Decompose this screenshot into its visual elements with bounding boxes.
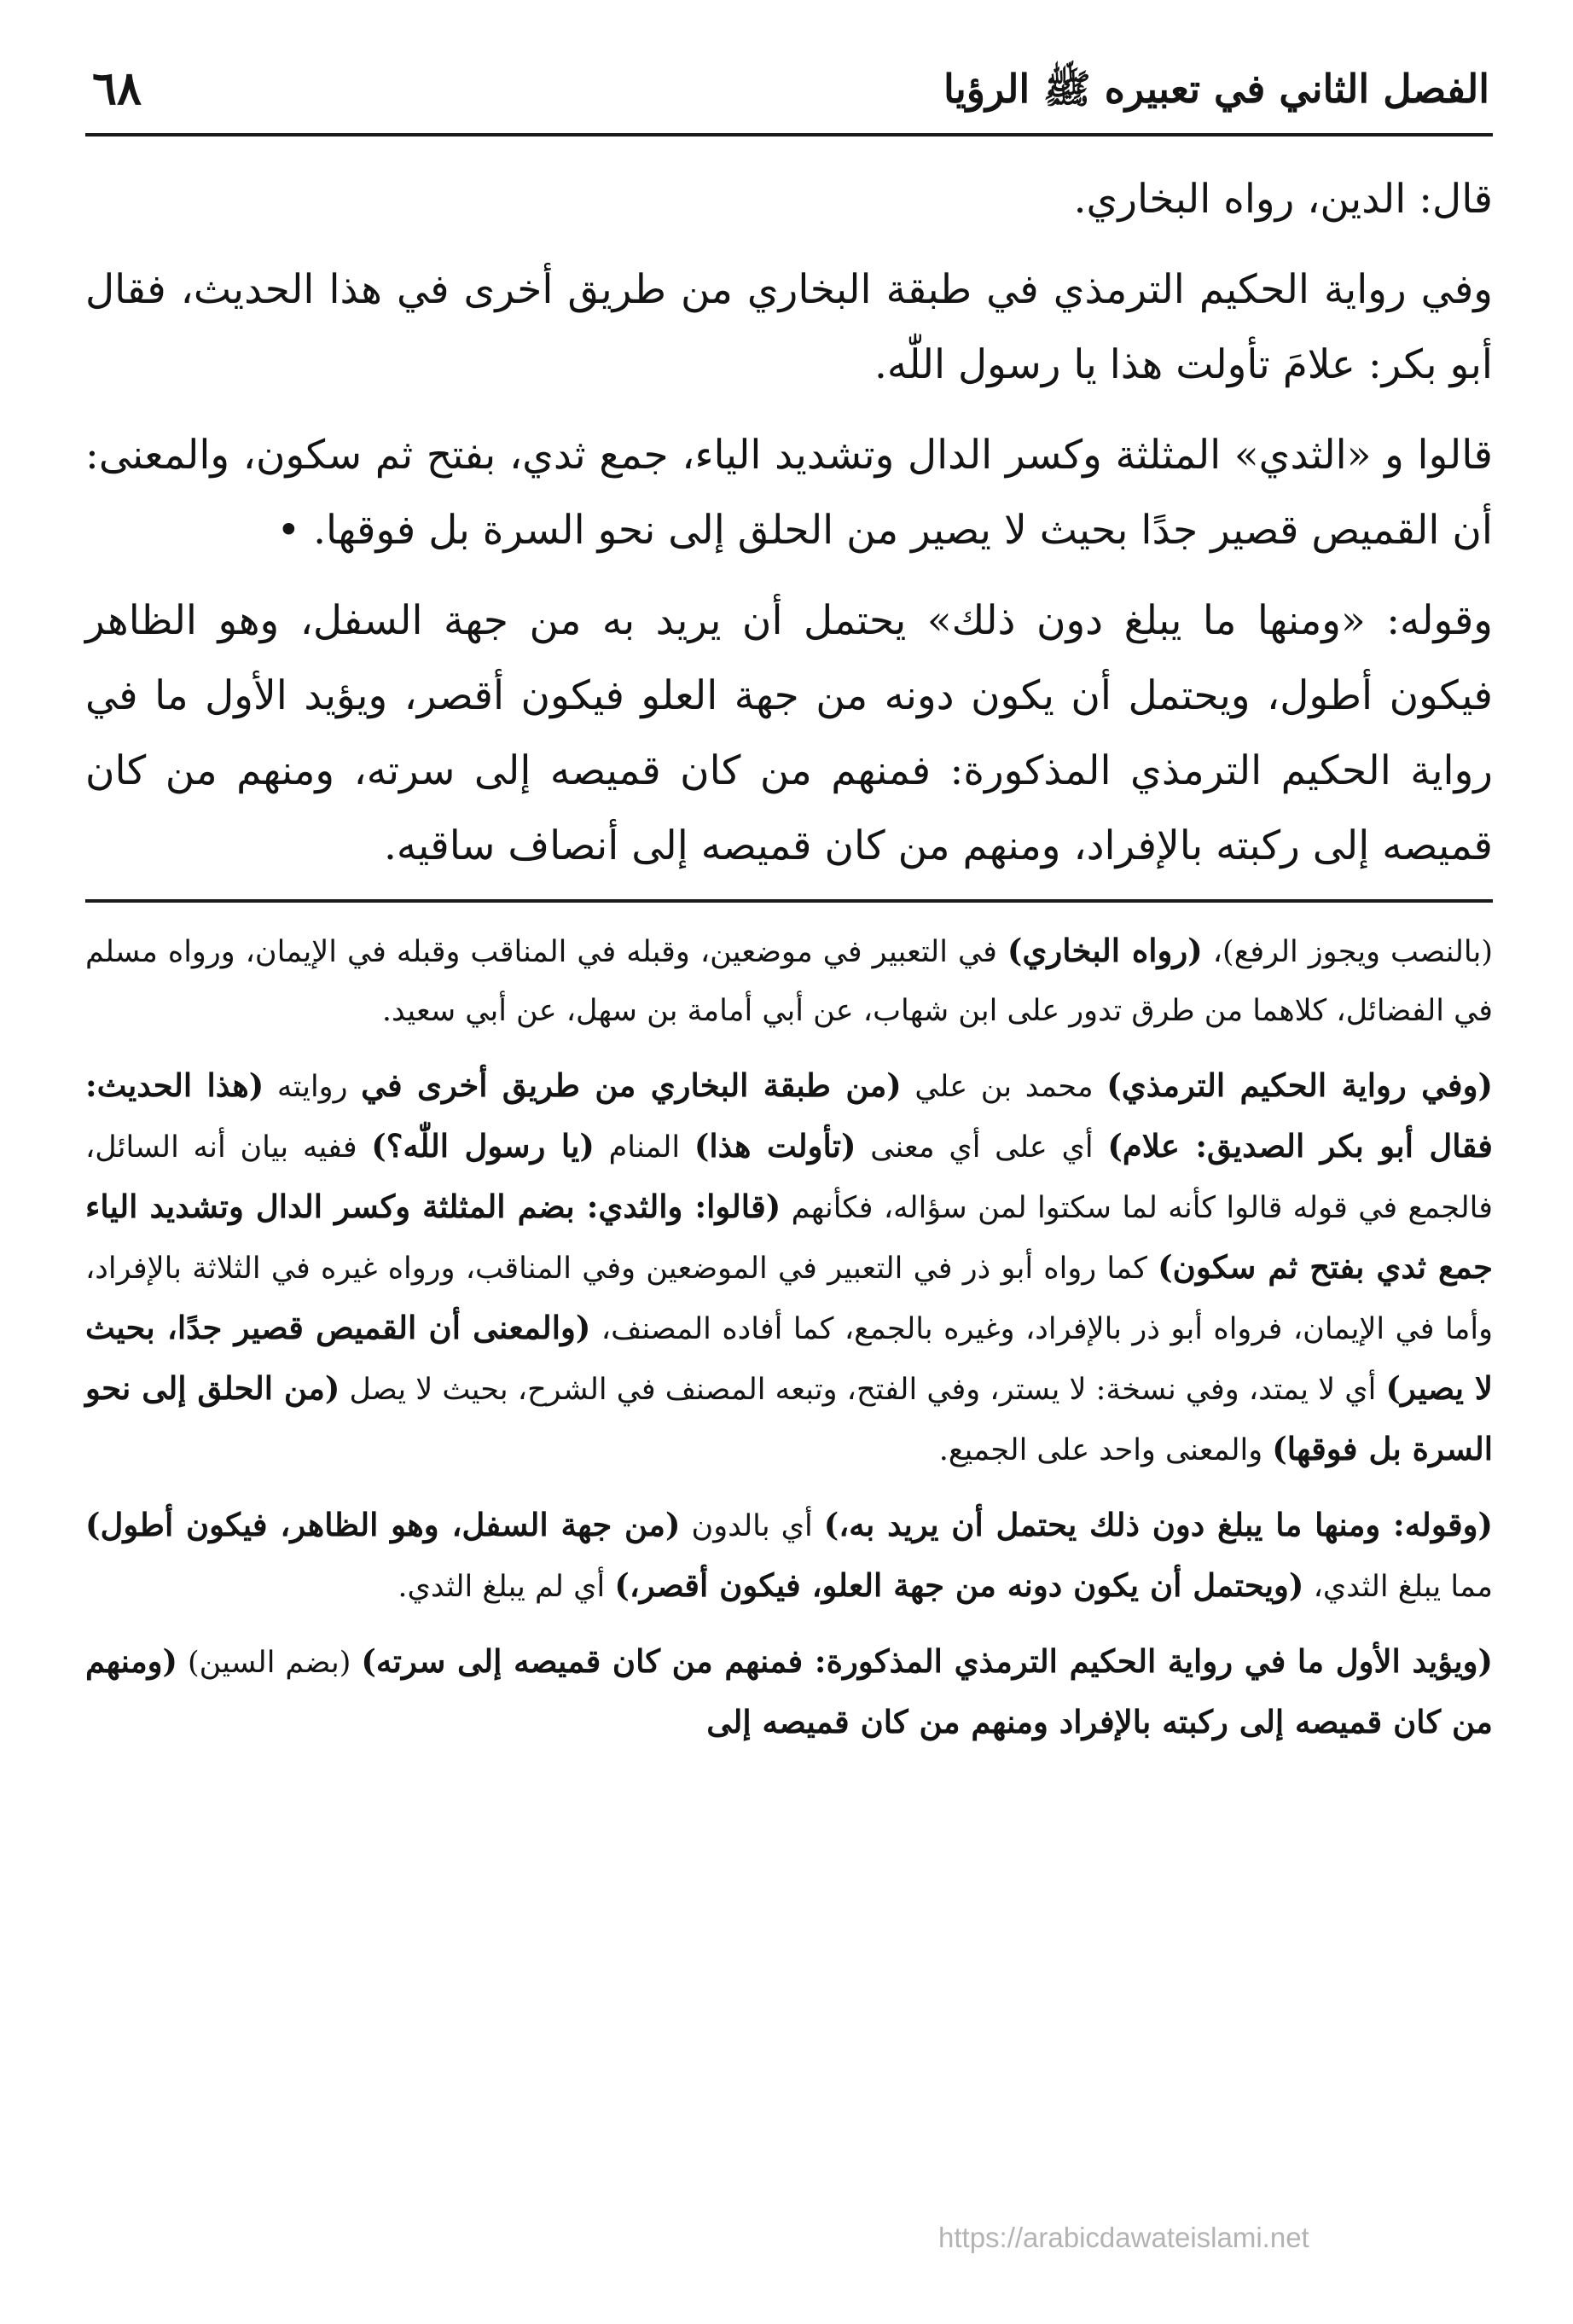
commentary-text: مما يبلغ الثدي، bbox=[1303, 1570, 1493, 1604]
commentary-text: والمعنى واحد على الجميع. bbox=[938, 1433, 1273, 1467]
commentary-text: محمد بن علي bbox=[901, 1070, 1107, 1104]
website-watermark: https://arabicdawateislami.net bbox=[938, 2222, 1309, 2253]
commentary-paragraph bbox=[85, 1056, 1493, 1480]
commentary-separator bbox=[85, 899, 1493, 903]
quoted-phrase: (هذا الحديث: فقال أبو بكر الصديق: علام) bbox=[85, 1066, 1493, 1165]
commentary-text: أي بالدون bbox=[680, 1509, 824, 1543]
quoted-phrase: (وفي رواية الحكيم الترمذي) bbox=[1106, 1066, 1493, 1104]
commentary-text: كما رواه أبو ذر في التعبير في الموضعين وفي المناقب، ورواه غيره في الثلاثة بالإفراد، وأما في الإيمان، فرواه أبو ذر بالإفراد، وغيره بالجمع، كما أفاده المصنف، bbox=[85, 1252, 1493, 1346]
quoted-phrase: (ويؤيد الأول ما في رواية الحكيم الترمذي المذكورة: فمنهم من كان قميصه إلى سرته) bbox=[361, 1642, 1494, 1680]
main-paragraph: وقوله: «ومنها ما يبلغ دون ذلك» يحتمل أن يريد به من جهة السفل، وهو الظاهر فيكون أطول، ويحتمل أن يكون دونه من جهة العلو فيكون أقصر، ويؤيد الأول ما في رواية الحكيم الترمذي المذكورة: فمنهم من كان قميصه إلى سرته، ومنهم من كان قميصه إلى ركبته بالإفراد، ومنهم من كان قميصه إلى أنصاف ساقيه. bbox=[85, 597, 1493, 869]
quoted-phrase: (والمعنى أن القميص قصير جدًا، بحيث لا يصير) bbox=[85, 1309, 1493, 1407]
page-number: ٦٨ bbox=[92, 61, 142, 115]
main-paragraph: قال: الدين، رواه البخاري. bbox=[1073, 176, 1493, 223]
quoted-phrase: (من طبقة البخاري من طريق أخرى في bbox=[361, 1066, 902, 1104]
commentary-text: أي لم يبلغ الثدي. bbox=[398, 1570, 615, 1604]
commentary-paragraph bbox=[85, 1632, 1493, 1753]
book-page bbox=[85, 51, 1493, 2286]
commentary-text: أي على أي معنى bbox=[856, 1130, 1108, 1165]
commentary-text: روايته bbox=[264, 1070, 362, 1104]
commentary-text: ففيه بيان أنه السائل، فالجمع في قوله قالوا كأنه لما سكتوا لمن سؤاله، فكأنهم bbox=[85, 1130, 1494, 1225]
commentary bbox=[85, 921, 1493, 1753]
page-header bbox=[85, 51, 1493, 137]
quoted-phrase: (ويحتمل أن يكون دونه من جهة العلو، فيكون أقصر،) bbox=[614, 1566, 1304, 1604]
main-paragraph: قالوا و «الثدي» المثلثة وكسر الدال وتشديد الياء، جمع ثدي، بفتح ثم سكون، والمعنى: أن القميص قصير جدًا بحيث لا يصير من الحلق إلى نحو السرة بل فوقها. • bbox=[85, 432, 1493, 554]
commentary-paragraph bbox=[85, 921, 1493, 1041]
quoted-phrase: (رواه البخاري) bbox=[1007, 932, 1203, 969]
main-paragraph: وفي رواية الحكيم الترمذي في طبقة البخاري من طريق أخرى في هذا الحديث، فقال أبو بكر: علامَ تأولت هذا يا رسول اللّٰه. bbox=[85, 266, 1493, 388]
commentary-paragraph bbox=[85, 1496, 1493, 1617]
quoted-phrase: (وقوله: ومنها ما يبلغ دون ذلك يحتمل أن يريد به،) bbox=[823, 1506, 1493, 1543]
quoted-phrase: (تأولت هذا) bbox=[694, 1127, 856, 1165]
commentary-text: (بالنصب ويجوز الرفع)، bbox=[1202, 935, 1493, 969]
quoted-phrase: (قالوا: والثدي: بضم المثلثة وكسر الدال وتشديد الياء جمع ثدي بفتح ثم سكون) bbox=[85, 1188, 1493, 1286]
commentary-text: (بضم السين) bbox=[177, 1646, 362, 1680]
quoted-phrase: (من جهة السفل، وهو الظاهر، فيكون أطول) bbox=[85, 1506, 681, 1543]
quoted-phrase: (ومنهم من كان قميصه إلى ركبته بالإفراد ومنهم من كان قميصه إلى bbox=[85, 1642, 1493, 1740]
chapter-title: الفصل الثاني في تعبيره ﷺ الرؤيا bbox=[943, 66, 1489, 112]
quoted-phrase: (يا رسول اللّٰه؟) bbox=[371, 1127, 595, 1165]
quoted-phrase: (من الحلق إلى نحو السرة بل فوقها) bbox=[85, 1369, 1493, 1467]
commentary-text: في التعبير في موضعين، وقبله في المناقب وقبله في الإيمان، ورواه مسلم في الفضائل، كلاهما من طرق تدور على ابن شهاب، عن أبي أمامة بن سهل، عن أبي سعيد. bbox=[85, 935, 1493, 1028]
commentary-text: المنام bbox=[594, 1130, 694, 1165]
main-text bbox=[85, 162, 1493, 884]
commentary-text: أي لا يمتد، وفي نسخة: لا يستر، وفي الفتح، وتبعه المصنف في الشرح، بحيث لا يصل bbox=[340, 1373, 1386, 1407]
